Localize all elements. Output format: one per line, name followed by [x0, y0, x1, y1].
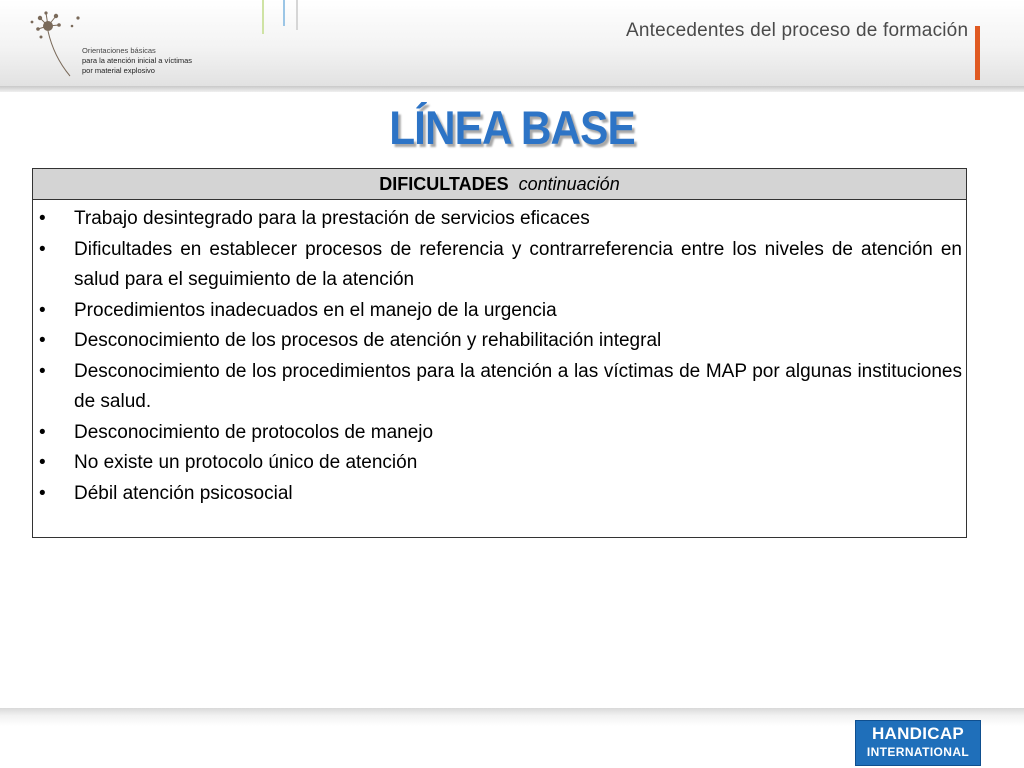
list-item [33, 204, 962, 235]
list-item [33, 479, 962, 510]
bullet-icon: • [39, 452, 46, 473]
header-rule [0, 86, 1024, 92]
bullet-icon: • [39, 299, 46, 321]
list-item [33, 448, 962, 479]
decorative-line [296, 0, 298, 30]
list-item-text: Desconocimiento de los procesos de atención y rehabilitación integral [74, 330, 662, 351]
list-item [33, 326, 962, 357]
logo-text [82, 46, 192, 76]
slide-title: LÍNEA BASE [389, 101, 635, 154]
handicap-international-logo [855, 720, 981, 766]
list-item-text: Dificultades en establecer procesos de referencia y contrarreferencia entre los niveles de atención en salud para el seguimiento de la atención [74, 238, 962, 290]
program-logo [26, 4, 216, 80]
list-item [33, 357, 962, 418]
list-item-text: Débil atención psicosocial [74, 482, 293, 504]
list-item-text: Trabajo desintegrado para la prestación de servicios eficaces [74, 208, 590, 229]
table-header-subtitle: continuación [518, 174, 620, 194]
table-header-title: DIFICULTADES [379, 174, 509, 194]
logo-line: para la atención inicial a víctimas [82, 56, 193, 65]
list-item-text: Procedimientos inadecuados en el manejo de la urgencia [74, 299, 557, 321]
list-item [33, 296, 962, 327]
bullet-icon: • [39, 421, 46, 443]
bullet-icon: • [39, 330, 46, 351]
bullet-icon: • [39, 238, 46, 260]
dandelion-icon [26, 4, 86, 80]
table-body [33, 200, 966, 509]
difficulties-table [32, 168, 967, 538]
list-item-text: Desconocimiento de protocolos de manejo [74, 421, 434, 443]
logo-line: Orientaciones básicas [82, 46, 156, 55]
bullet-icon: • [39, 482, 46, 504]
header-band [0, 0, 1024, 86]
brand-name-line2: INTERNATIONAL [866, 745, 970, 759]
brand-name-line1: HANDICAP [871, 724, 965, 743]
bullet-icon: • [39, 208, 46, 229]
list-item-text: Desconocimiento de los procedimientos para la atención a las víctimas de MAP por algunas instituciones de salud. [74, 360, 962, 412]
list-item [33, 235, 962, 296]
section-title: Antecedentes del proceso de formación [626, 20, 969, 41]
list-item-text: No existe un protocolo único de atención [74, 452, 418, 473]
list-item [33, 418, 962, 449]
decorative-line [262, 0, 264, 34]
accent-bar [975, 26, 980, 80]
decorative-line [283, 0, 285, 26]
logo-line: por material explosivo [82, 66, 155, 75]
table-header [33, 169, 966, 200]
bullet-icon: • [39, 360, 46, 382]
